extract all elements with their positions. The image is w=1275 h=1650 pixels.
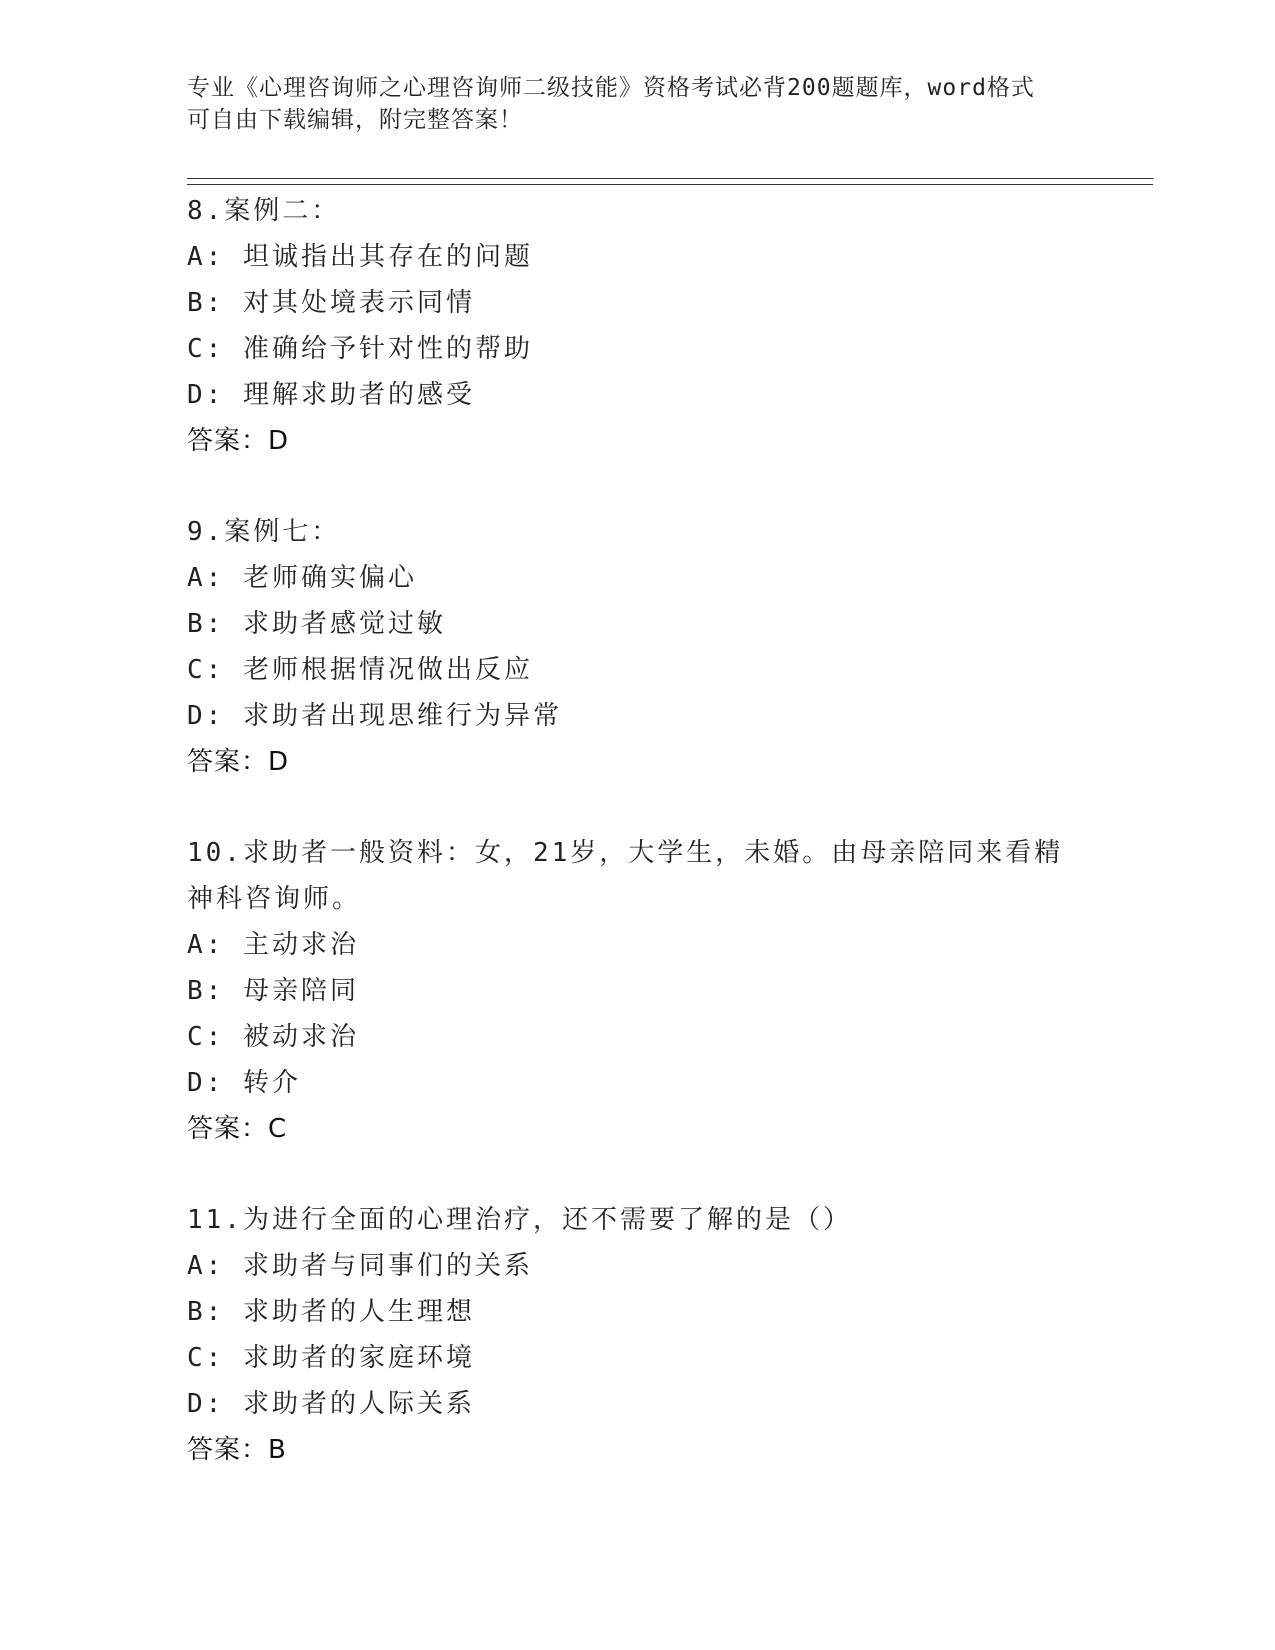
option-a: A: 求助者与同事们的关系 xyxy=(187,1251,533,1281)
header-line-2: 可自由下载编辑，附完整答案！ xyxy=(187,107,523,133)
option-a: A: 老师确实偏心 xyxy=(187,563,417,593)
option-d: D: 求助者出现思维行为异常 xyxy=(187,701,562,731)
answer-line: 答案：C xyxy=(187,1114,288,1144)
option-c: C: 老师根据情况做出反应 xyxy=(187,655,533,685)
document-header xyxy=(187,72,1067,136)
option-c: C: 准确给予针对性的帮助 xyxy=(187,334,533,364)
answer-line: 答案：D xyxy=(187,426,290,456)
answer-line: 答案：D xyxy=(187,747,290,777)
option-d: D: 求助者的人际关系 xyxy=(187,1389,475,1419)
question-10 xyxy=(187,830,1087,1152)
option-a: A: 主动求治 xyxy=(187,930,359,960)
option-c: C: 求助者的家庭环境 xyxy=(187,1343,475,1373)
option-d: D: 理解求助者的感受 xyxy=(187,380,475,410)
header-line-1: 专业《心理咨询师之心理咨询师二级技能》资格考试必背200题题库，word格式 xyxy=(187,75,1035,101)
question-stem: 11.为进行全面的心理治疗，还不需要了解的是（） xyxy=(187,1205,852,1235)
option-b: B: 求助者感觉过敏 xyxy=(187,609,446,639)
answer-line: 答案：B xyxy=(187,1435,287,1465)
option-b: B: 对其处境表示同情 xyxy=(187,288,475,318)
question-list xyxy=(187,188,1087,1518)
question-stem: 10.求助者一般资料：女，21岁，大学生，未婚。由母亲陪同来看精神科咨询师。 xyxy=(187,838,1064,914)
option-d: D: 转介 xyxy=(187,1068,301,1098)
question-9 xyxy=(187,509,1087,785)
option-a: A: 坦诚指出其存在的问题 xyxy=(187,242,533,272)
question-stem: 8.案例二： xyxy=(187,196,341,226)
question-11 xyxy=(187,1197,1087,1473)
option-b: B: 求助者的人生理想 xyxy=(187,1297,475,1327)
option-b: B: 母亲陪同 xyxy=(187,976,359,1006)
option-c: C: 被动求治 xyxy=(187,1022,359,1052)
question-8 xyxy=(187,188,1087,464)
question-stem: 9.案例七： xyxy=(187,517,341,547)
header-divider-bottom xyxy=(187,184,1153,185)
header-divider-top xyxy=(187,178,1153,179)
